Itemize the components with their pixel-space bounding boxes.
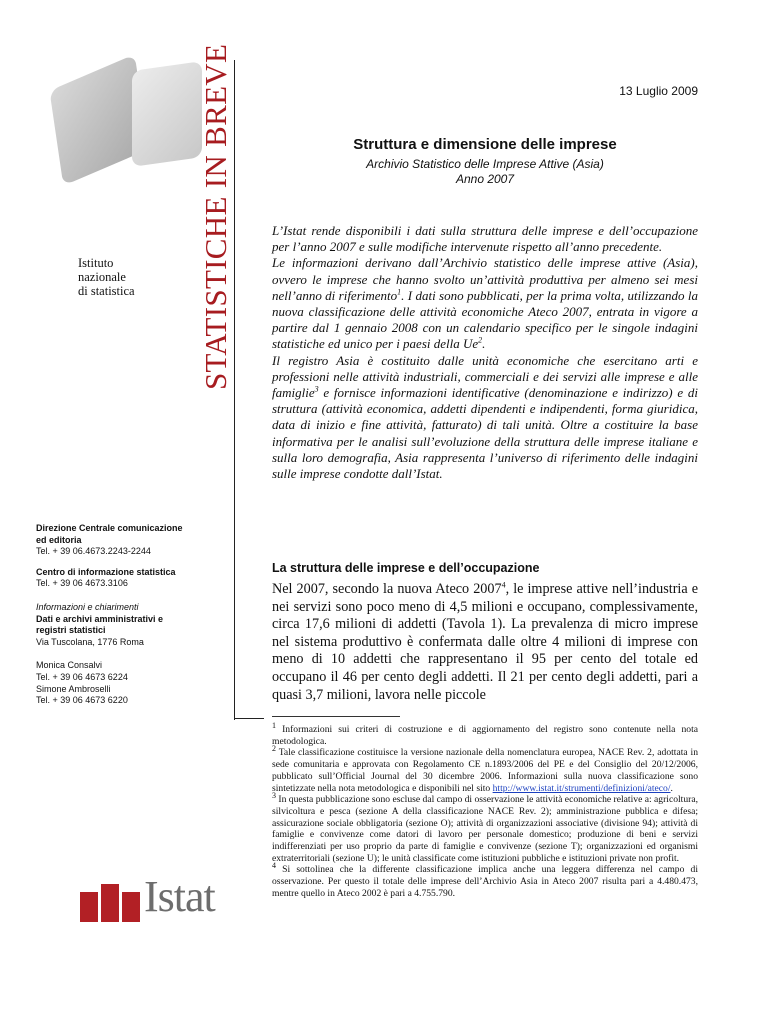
footnote-1: $^1$ Informazioni sui criteri di costruzione e di aggiornamento del registro sono contenute nella nota metodologica. [272,720,698,747]
decorative-shape-light [132,61,202,167]
contact-dept3-line1: Dati e archivi amministrativi e [36,613,164,624]
publication-date: 13 Luglio 2009 [619,84,698,98]
footnotes [272,720,698,900]
page-subtitle [270,157,700,187]
istat-logo-text: Istat [144,872,215,921]
contact-dept2: Centro di informazione statistica [36,566,176,577]
footnote-ref: 4 [501,580,506,590]
section-heading: La struttura delle imprese e dell’occupazione [272,561,540,575]
contacts-block [36,523,232,707]
intro-paragraph-3: Il registro Asia è costituito dalle unità economiche che esercitano arti e professioni nelle attività industriali, commerciali e dei servizi alle imprese e alle famiglie$^3$ e fornisce informazioni identificative (denominazione e indirizzo) e di struttura (attività economica, addetti dipendenti e indipendenti, forma giuridica, data di inizio e fine attività, fatturato) di tali unità. Oltre a costituire la base informativa per le analisi sull’evoluzione della struttura delle imprese italiane e sulla loro demografia, Asia rappresenta l’universo di riferimento delle indagini sulle imprese condotte dall’Istat. [272,352,698,482]
intro-text [272,223,698,482]
page-title: Struttura e dimensione delle imprese [353,136,617,153]
footnote-3: $^3$ In questa pubblicazione sono escluse dal campo di osservazione le attività economiche relative a: agricoltura, silvicoltura e pesca (sezione A della classificazione NACE Rev. 2); amministrazione pubblica e difesa; assicurazione sociale obbligatoria (sezione O); attività di organizzazioni associative (divisione 94); attività di famiglie e convivenze come datori di lavoro per personale domestico; produzione di beni e servizi indifferenziati per uso proprio da parte di famiglie e convivenze (sezione T); organizzazioni ed organismi extraterritoriali (sezione U); le unità classificate come istituzioni pubbliche e istituzioni private non profit. [272,791,698,864]
contact-person2-tel: Tel. + 39 06 4673 6220 [36,695,128,706]
institute-line: nazionale [78,270,126,284]
contact-info-label: Informazioni e chiarimenti [36,601,139,612]
contact-person2: Simone Ambroselli [36,683,111,694]
footnote-4: $^4$ Si sottolinea che la differente classificazione implica anche una leggera differenza nel campo di osservazione. Per questo il totale delle imprese dell’Archivio Asia in Ateco 2007 risulta pari a 4.480.473, mentre quello in Ateco 2002 è pari a 4.755.790. [272,861,698,899]
section-body: Nel 2007, secondo la nuova Ateco 2007$^4$, le imprese attive nell’industria e nei servizi sono poco meno di 4,5 milioni e occupano, complessivamente, circa 17,6 milioni di addetti (Tavola 1). La prevalenza di micro imprese nel sistema produttivo è confermata dalle oltre 4 milioni di imprese con meno di 10 addetti che rappresentano il 95 per cento del totale ed occupano il 46 per cento degli addetti. Il 21 per cento degli addetti, pari a quasi 3,7 milioni, lavora nelle piccole [272,580,699,703]
series-title: STATISTICHE IN BREVE [198,43,233,390]
ateco-link[interactable]: http://www.istat.it/strumenti/definizioni/ateco/ [492,782,671,794]
subtitle-line1: Archivio Statistico delle Imprese Attive (Asia) [366,157,604,171]
intro-paragraph-1: L’Istat rende disponibili i dati sulla struttura delle imprese e dell’occupazione per l’anno 2007 e sulle modifiche intervenute rispetto all’anno precedente. [272,223,698,255]
contact-dept3-address: Via Tuscolana, 1776 Roma [36,636,144,647]
footnote-ref: 3 [314,384,319,394]
istat-logo-mark [80,882,142,922]
footnote-2: $^2$ Tale classificazione costituisce la versione nazionale della nomenclatura europea, NACE Rev. 2, adottata in sede comunitaria e approvata con Regolamento CE n.1893/2006 del PE e del Consiglio del 20/12/2006, pubblicato sull’Official Journal del 30 dicembre 2006. Informazioni sulla nuova classificazione sono sintetizzate nella nota metodologica e disponibili nel sito http://www.istat.it/strumenti/definizioni/ateco/. [272,744,698,794]
contact-dept1-line1: Direzione Centrale comunicazione [36,523,183,533]
vertical-divider [234,60,235,720]
contact-dept2-tel: Tel. + 39 06 4673.3106 [36,578,128,589]
intro-paragraph-2: Le informazioni derivano dall’Archivio statistico delle imprese attive (Asia), ovvero le imprese che hanno svolto un’attività produttiva per almeno sei mesi nell’anno di riferimento$^1$. I dati sono pubblicati, per la prima volta, utilizzando la nuova classificazione delle attività economiche Ateco 2007, entrata in vigore a partire dal 1 gennaio 2008 con un calendario specifico per le singole indagini statistiche ed unico per i paesi della Ue$^2$. [272,255,698,352]
footnote-divider [272,716,400,717]
horizontal-divider [234,718,264,719]
contact-dept3-line2: registri statistici [36,625,106,636]
institute-name [78,256,135,298]
institute-line: di statistica [78,284,135,298]
footnote-ref: 2 [478,336,483,346]
subtitle-line2: Anno 2007 [455,172,515,186]
contact-person1-tel: Tel. + 39 06 4673 6224 [36,671,128,682]
institute-line: Istituto [78,256,114,270]
contact-person1: Monica Consalvi [36,660,103,671]
footnote-ref: 1 [397,287,402,297]
contact-dept1-tel: Tel. + 39 06.4673.2243-2244 [36,546,151,557]
istat-logo [80,872,230,926]
contact-dept1-line2: ed editoria [36,534,82,545]
